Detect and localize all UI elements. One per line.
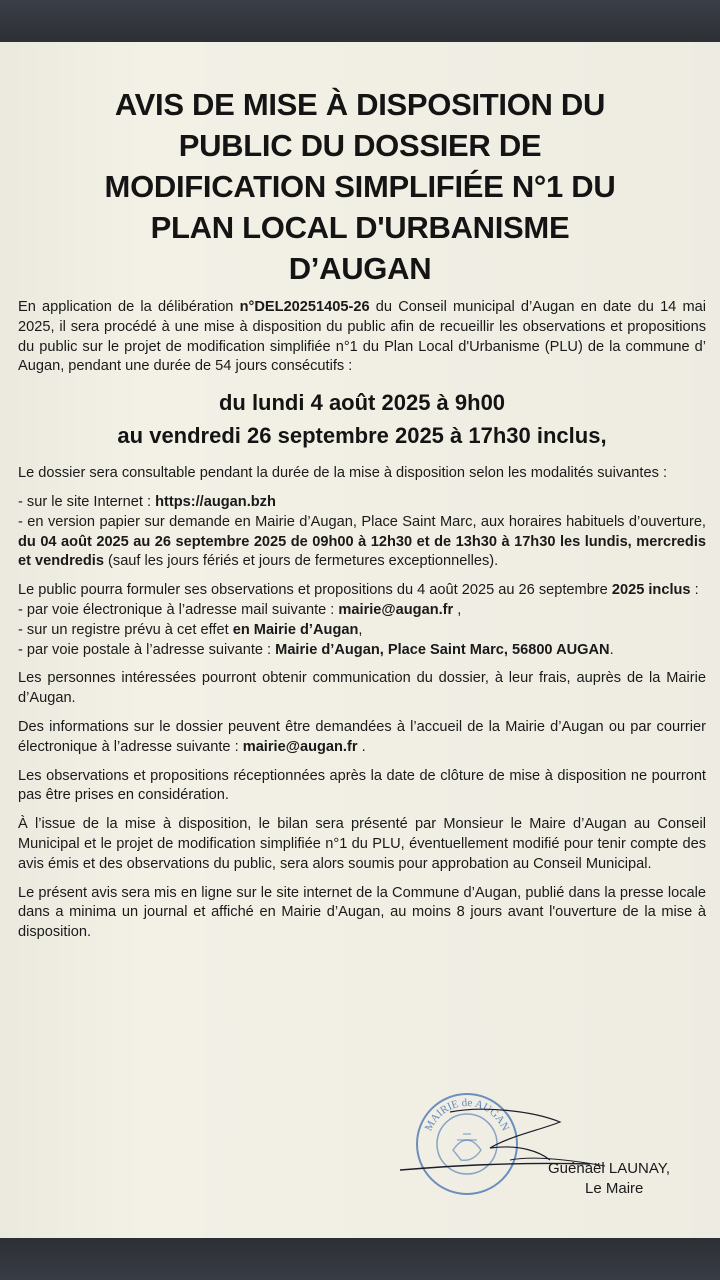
start-date: du lundi 4 août 2025 à 9h00: [218, 390, 506, 416]
paper-text: (sauf les jours fériés et jours de fermetures exceptionnelles).: [103, 553, 499, 570]
register-location: en Mairie d’Augan: [232, 621, 359, 638]
background-top: [0, 0, 720, 44]
intro-paragraph: [18, 298, 706, 377]
email-suffix: ,: [453, 601, 462, 618]
background-bottom: [0, 1238, 720, 1280]
info-paragraph: [18, 718, 706, 758]
notice-body: [18, 298, 706, 952]
title-line: MODIFICATION SIMPLIFIÉE N°1 DU: [104, 169, 616, 204]
observations-paragraph: [18, 581, 706, 660]
postal-suffix: .: [609, 641, 614, 658]
email-line: [18, 601, 706, 621]
info-text: Des informations sur le dossier peuvent être demandées à l’accueil de la Mairie d’Augan ou par courrier électronique à l’adresse suivante :: [18, 718, 706, 755]
consult-intro: Le dossier sera consultable pendant la durée de la mise à disposition selon les modalités suivantes :: [18, 465, 667, 482]
end-date: au vendredi 26 septembre 2025 à 17h30 inclus,: [117, 423, 607, 449]
opening-hours: du 04 août 2025 au 26 septembre 2025 de 09h00 à 12h30 et de 13h30 à 17h30 les lundis, mercredis et vendredis: [18, 533, 706, 570]
notice-title: [40, 84, 680, 289]
postal-label: - par voie postale à l’adresse suivante :: [18, 641, 276, 658]
intro-text: En application de la délibération: [18, 299, 240, 315]
outcome-paragraph: À l’issue de la mise à disposition, le bilan sera présenté par Monsieur le Maire d’Augan au Conseil Municipal et le projet de modification simplifiée n°1 du PLU, éventuellement modifié pour tenir compte des avis émis et des observations du public, sera alors soumis pour approbation au Conseil Municipal.: [18, 816, 706, 872]
register-suffix: ,: [358, 621, 363, 638]
postal-address: Mairie d’Augan, Place Saint Marc, 56800 AUGAN: [275, 641, 610, 658]
email-link[interactable]: mairie@augan.fr: [338, 601, 454, 618]
info-email-link[interactable]: mairie@augan.fr: [242, 738, 358, 755]
observations-intro-bold: 2025 inclus: [611, 582, 691, 599]
deliberation-ref: n°DEL20251405-26: [239, 299, 370, 315]
svg-text:MAIRIE de AUGAN: MAIRIE de AUGAN: [422, 1096, 512, 1133]
title-line: D’AUGAN: [288, 251, 432, 286]
publication-paragraph: Le présent avis sera mis en ligne sur le site internet de la Commune d’Augan, publié dans la presse locale dans a minima un journal et affiché en Mairie d’Augan, au moins 8 jours avant l'ouverture de la mise à disposition.: [18, 884, 706, 941]
paper-text: - en version papier sur demande en Mairie d’Augan, Place Saint Marc, aux horaires habituels d’ouverture,: [18, 513, 706, 530]
observations-intro: :: [690, 582, 699, 599]
register-line: [18, 621, 706, 641]
title-line: PUBLIC DU DOSSIER DE: [178, 128, 542, 163]
web-line: [18, 493, 706, 513]
consult-modalities: [18, 493, 706, 572]
late-paragraph: Les observations et propositions réceptionnées après la date de clôture de mise à disposition ne pourront pas être prises en considération.: [18, 767, 706, 804]
website-link[interactable]: https://augan.bzh: [155, 493, 276, 510]
info-text: .: [357, 738, 366, 755]
postal-line: [18, 641, 706, 661]
observations-intro: Le public pourra formuler ses observations et propositions du 4 août 2025 au 26 septembre: [18, 582, 612, 599]
communication-paragraph: Les personnes intéressées pourront obtenir communication du dossier, à leur frais, auprès de la Mairie d’Augan.: [18, 670, 706, 707]
web-label: - sur le site Internet :: [18, 493, 156, 510]
email-label: - par voie électronique à l’adresse mail suivante :: [18, 601, 339, 618]
signatory-role: Le Maire: [585, 1180, 644, 1197]
title-line: PLAN LOCAL D'URBANISME: [150, 210, 570, 245]
register-label: - sur un registre prévu à cet effet: [18, 621, 233, 638]
title-line: AVIS DE MISE À DISPOSITION DU: [114, 87, 606, 122]
intro-text: du Conseil municipal d’Augan en date du 14 mai 2025, il sera procédé à une mise à disposition du public afin de recueillir les observations et propositions du public sur le projet de modification simplifiée n°1 du Plan Local d'Urbanisme (PLU) de la commune d’ Augan, pendant une durée de 54 jours consécutifs :: [18, 299, 707, 375]
period-dates: [18, 386, 706, 452]
signatory-name: Guénaël LAUNAY,: [548, 1160, 671, 1177]
